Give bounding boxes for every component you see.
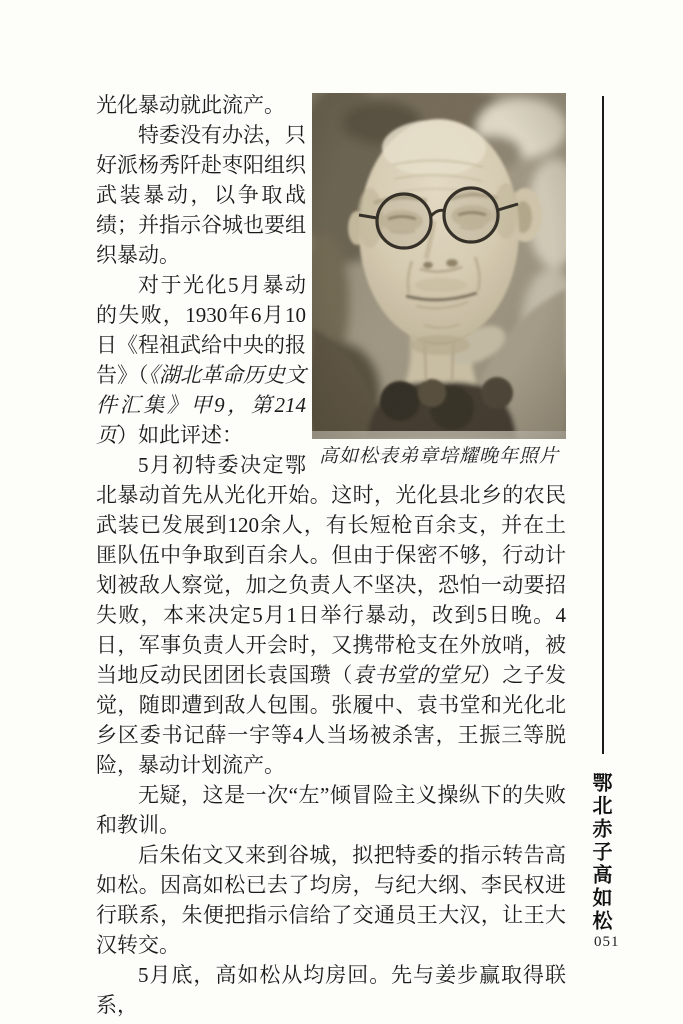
paragraph-5	[96, 780, 566, 840]
paragraph-6	[96, 840, 566, 960]
paragraph-4	[96, 450, 566, 780]
margin-title-vertical: 鄂北赤子高如松	[589, 772, 611, 933]
citation-kai: 《湖北革命历史文件汇集》甲9，第214页	[96, 363, 306, 447]
text-run: 光化暴动就此流产。	[96, 93, 285, 117]
paragraph-7	[96, 960, 566, 1020]
text-run: ）之子发觉，随即遭到敌人包围。张履中、袁书堂和光化北乡区委书记薛一宇等4人当场被杀害，王振三等脱险，暴动计划流产。	[96, 663, 567, 777]
photo-caption: 高如松表弟章培耀晚年照片	[318, 446, 559, 467]
body-text	[96, 90, 566, 1020]
photo-figure	[312, 93, 566, 470]
parenthetical-kai: 袁书堂的堂兄	[352, 663, 481, 687]
text-run: 5月底，高如松从均房回。先与姜步赢取得联系，	[96, 963, 566, 1017]
portrait-photo	[312, 93, 566, 439]
text-run: 无疑，这是一次“左”倾冒险主义操纵下的失败和教训。	[96, 783, 566, 837]
text-run: 5月初特委决定鄂北暴动首先从光化开始。这时，光化县北乡的农民武装已发展到120余人，有长短枪百余支，并在土匪队伍中争取到百余人。但由于保密不够，行动计划被敌人察觉，加之负责人不坚决，恐怕一动要招失败，本来决定5月1日举行暴动，改到5日晚。4日，军事负责人开会时，又携带枪支在外放哨，被当地反动民团团长袁国瓒（	[96, 453, 566, 687]
margin-rule	[602, 96, 604, 754]
page-number: 051	[594, 934, 620, 950]
text-run: 后朱佑文又来到谷城，拟把特委的指示转告高如松。因高如松已去了均房，与纪大纲、李民权进行联系，朱便把指示信给了交通员王大汉，让王大汉转交。	[96, 843, 566, 957]
text-run: 特委没有办法，只好派杨秀阡赴枣阳组织武装暴动，以争取战绩；并指示谷城也要组织暴动。	[96, 123, 306, 267]
portrait-photo-art	[312, 93, 566, 439]
text-run: ）如此评述：	[117, 423, 243, 447]
text-run: 对于光化5月暴动的失败，1930年6月10日《程祖武给中央的报告》（	[96, 273, 306, 387]
